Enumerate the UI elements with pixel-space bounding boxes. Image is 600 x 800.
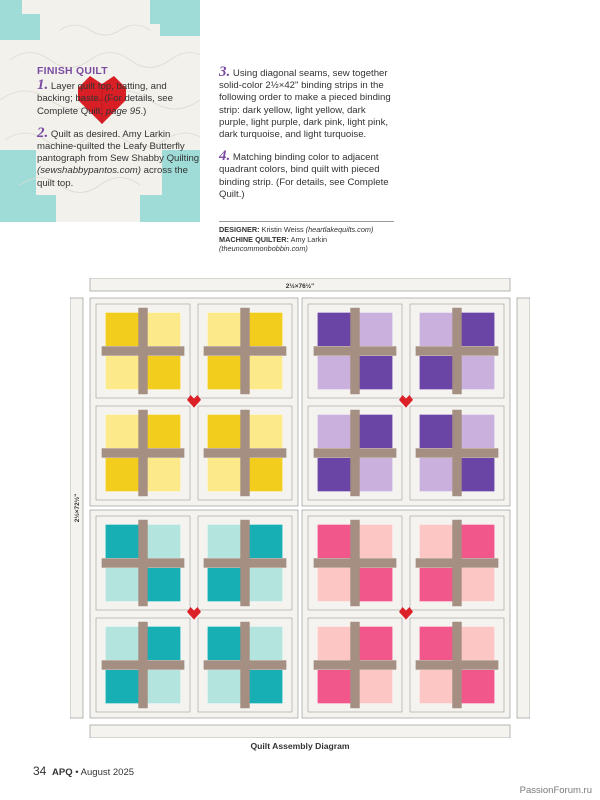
wing-bottom-left — [419, 670, 454, 704]
butterfly-block — [308, 516, 402, 610]
wing-top-right — [248, 312, 283, 346]
wing-top-left — [207, 626, 242, 660]
wing-bottom-left — [105, 458, 140, 492]
body-horizontal — [204, 558, 287, 567]
butterfly-block — [96, 304, 190, 398]
wing-bottom-left — [207, 356, 242, 390]
wing-top-left — [105, 312, 140, 346]
butterfly-block — [410, 304, 504, 398]
butterfly-block — [410, 516, 504, 610]
wing-bottom-right — [358, 458, 393, 492]
wing-bottom-left — [317, 568, 352, 602]
butterfly-block — [308, 406, 402, 500]
wing-bottom-right — [248, 458, 283, 492]
wing-top-left — [105, 626, 140, 660]
butterfly-block — [410, 406, 504, 500]
wing-bottom-left — [105, 568, 140, 602]
body-horizontal — [102, 448, 185, 457]
butterfly-block — [198, 618, 292, 712]
body-horizontal — [102, 558, 185, 567]
step-4: 4. Matching binding color to adjacent quadrant colors, bind quilt with pieced binding strip. (For details, see Complete Quilt.) — [219, 148, 389, 200]
wing-top-right — [460, 312, 495, 346]
wing-top-left — [207, 524, 242, 558]
wing-bottom-left — [419, 568, 454, 602]
wing-top-left — [317, 524, 352, 558]
wing-bottom-left — [105, 356, 140, 390]
wing-top-right — [146, 524, 181, 558]
wing-top-left — [419, 524, 454, 558]
page-footer — [33, 764, 134, 778]
diagram-caption: Quilt Assembly Diagram — [250, 741, 350, 751]
wing-top-left — [419, 626, 454, 660]
wing-bottom-left — [207, 670, 242, 704]
body-horizontal — [102, 660, 185, 669]
instructions-right — [219, 66, 391, 210]
body-horizontal — [204, 660, 287, 669]
wing-bottom-right — [248, 670, 283, 704]
wing-top-left — [317, 626, 352, 660]
wing-bottom-left — [419, 356, 454, 390]
designer-credit: DESIGNER: Kristin Weiss (heartlakequilts.com) — [219, 225, 374, 234]
wing-bottom-right — [146, 458, 181, 492]
top-border-label: 2½×76½" — [285, 283, 315, 290]
wing-top-right — [248, 414, 283, 448]
wing-top-left — [105, 414, 140, 448]
butterfly-block — [308, 304, 402, 398]
issue-date: • August 2025 — [75, 767, 135, 778]
wing-top-left — [419, 414, 454, 448]
wing-bottom-right — [460, 356, 495, 390]
wing-bottom-right — [248, 356, 283, 390]
body-horizontal — [416, 558, 499, 567]
wing-top-right — [358, 626, 393, 660]
wing-top-right — [358, 524, 393, 558]
instructions-left — [37, 66, 205, 199]
step-1: 1. Layer quilt top, batting, and backing; baste. (For details, see Complete Quilt, page 95.) — [37, 77, 173, 117]
wing-bottom-left — [317, 670, 352, 704]
wing-top-left — [207, 312, 242, 346]
side-border-label: 2½×72½" — [74, 493, 81, 523]
wing-bottom-left — [317, 458, 352, 492]
step-number: 3. — [219, 64, 231, 80]
page-number: 34 — [33, 764, 47, 778]
wing-top-left — [207, 414, 242, 448]
wing-bottom-left — [207, 568, 242, 602]
body-horizontal — [314, 558, 397, 567]
body-horizontal — [416, 448, 499, 457]
butterfly-block — [410, 618, 504, 712]
wing-bottom-left — [105, 670, 140, 704]
step-number: 1. — [37, 77, 49, 94]
butterfly-block — [96, 406, 190, 500]
quilt-assembly-diagram — [70, 278, 530, 738]
wing-bottom-right — [358, 568, 393, 602]
body-horizontal — [314, 660, 397, 669]
wing-top-right — [146, 626, 181, 660]
body-horizontal — [314, 448, 397, 457]
body-horizontal — [314, 346, 397, 355]
butterfly-block — [198, 304, 292, 398]
wing-top-left — [419, 312, 454, 346]
quilter-site: (theuncommonbobbin.com) — [219, 244, 308, 254]
diagram-svg — [70, 278, 530, 738]
wing-bottom-right — [248, 568, 283, 602]
wing-top-right — [460, 626, 495, 660]
wing-bottom-right — [146, 356, 181, 390]
quilter-credit: MACHINE QUILTER: Amy Larkin — [219, 234, 328, 244]
wing-top-right — [146, 312, 181, 346]
quadrants — [90, 298, 510, 718]
watermark: PassionForum.ru — [519, 785, 592, 796]
wing-top-right — [248, 626, 283, 660]
body-horizontal — [204, 346, 287, 355]
wing-bottom-right — [460, 568, 495, 602]
body-horizontal — [416, 660, 499, 669]
section-heading: FINISH QUILT — [37, 66, 108, 77]
magazine-name: APQ — [52, 767, 73, 778]
wing-top-right — [358, 312, 393, 346]
wing-bottom-left — [317, 356, 352, 390]
wing-top-right — [146, 414, 181, 448]
right-border-strip — [517, 298, 530, 718]
step-number: 2. — [37, 124, 49, 141]
body-horizontal — [204, 448, 287, 457]
wing-bottom-right — [146, 670, 181, 704]
step-2: 2. Quilt as desired. Amy Larkin machine-quilted the Leafy Butterfly pantograph from Sew Shabby Quilting (sewshabbypantos.com) across the quilt top. — [37, 124, 200, 189]
wing-bottom-right — [146, 568, 181, 602]
wing-top-right — [460, 524, 495, 558]
butterfly-block — [96, 516, 190, 610]
wing-top-left — [317, 414, 352, 448]
wing-top-right — [358, 414, 393, 448]
butterfly-block — [198, 406, 292, 500]
butterfly-block — [96, 618, 190, 712]
body-horizontal — [416, 346, 499, 355]
butterfly-block — [308, 618, 402, 712]
wing-top-right — [460, 414, 495, 448]
wing-bottom-left — [419, 458, 454, 492]
wing-bottom-left — [207, 458, 242, 492]
wing-bottom-right — [358, 356, 393, 390]
credits — [219, 221, 394, 254]
step-number: 4. — [219, 148, 231, 165]
wing-top-right — [248, 524, 283, 558]
wing-bottom-right — [358, 670, 393, 704]
wing-top-left — [105, 524, 140, 558]
step-3: 3. Using diagonal seams, sew together solid-color 2½×42" binding strips in the following order to make a pieced binding strip: dark yellow, light yellow, dark purple, light purple, dark pink, light pink, dark turquoise, and light turquoise. — [219, 64, 391, 141]
bottom-border-strip — [90, 725, 510, 738]
wing-bottom-right — [460, 458, 495, 492]
body-horizontal — [102, 346, 185, 355]
butterfly-block — [198, 516, 292, 610]
wing-bottom-right — [460, 670, 495, 704]
wing-top-left — [317, 312, 352, 346]
